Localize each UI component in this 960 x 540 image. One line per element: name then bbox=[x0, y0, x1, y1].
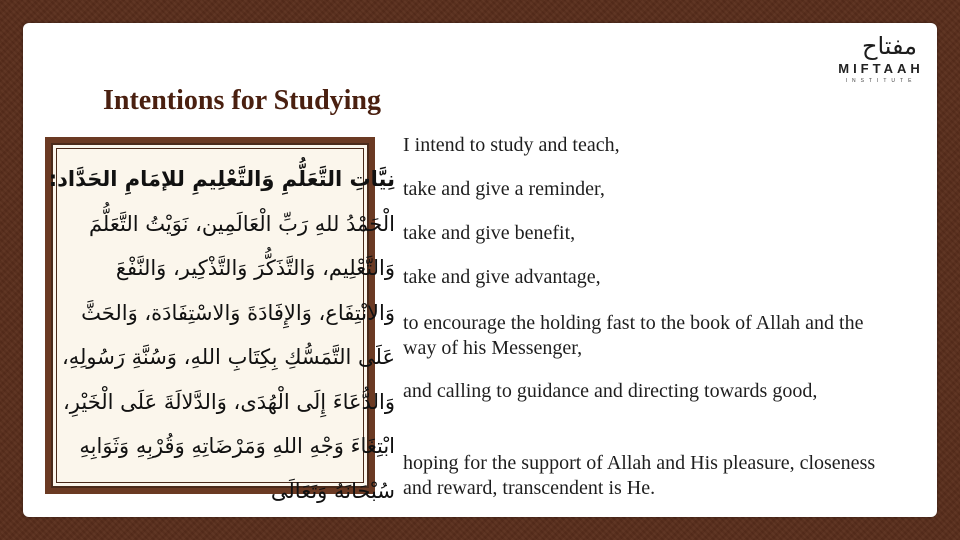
arabic-line: وَالانْتِفَاع، وَالإِفَادَةَ وَالاسْتِفَادَة، وَالحَثَّ bbox=[81, 300, 395, 325]
arabic-heading-line: نِيَّاتِ التَّعَلُّمِ وَالتَّعْلِيمِ للإمَامِ الحَدَّاد: bbox=[48, 167, 395, 191]
intention-item: take and give a reminder, bbox=[403, 178, 605, 200]
logo-wordmark: MIFTAAH bbox=[838, 61, 924, 76]
slide-title: Intentions for Studying bbox=[103, 85, 382, 116]
intention-item: take and give advantage, bbox=[403, 266, 601, 288]
intention-item: take and give benefit, bbox=[403, 222, 576, 244]
intention-item: and calling to guidance and directing towards good, bbox=[403, 380, 818, 402]
slide bbox=[23, 23, 937, 517]
arabic-line: وَالدُّعَاءَ إِلَى الْهُدَى، وَالدَّلالَةَ عَلَى الْخَيْرِ، bbox=[63, 389, 395, 414]
arabic-text-block bbox=[35, 157, 395, 513]
arabic-line: سُبْحَانَهُ وَتَعَالَى bbox=[270, 478, 395, 503]
intention-item: to encourage the holding fast to the book of Allah and the way of his Messenger, bbox=[403, 312, 864, 359]
logo-arabic-text: مفتاح bbox=[861, 32, 917, 60]
arabic-line: ابْتِغَاءَ وَجْهِ اللهِ وَمَرْضَاتِهِ وَقُرْبِهِ وَثَوَابِهِ bbox=[79, 434, 395, 458]
miftaah-logo bbox=[833, 28, 929, 84]
arabic-line: عَلَى التَّمَسُّكِ بِكِتَابِ اللهِ، وَسُنَّةِ رَسُولِهِ، bbox=[61, 345, 395, 369]
arabic-text-frame bbox=[48, 143, 395, 503]
intention-item: I intend to study and teach, bbox=[403, 134, 620, 156]
logo-subtitle: INSTITUTE bbox=[845, 78, 917, 84]
arabic-text-image bbox=[45, 137, 395, 503]
intention-item: hoping for the support of Allah and His pleasure, closeness and reward, transcendent is He. bbox=[403, 452, 876, 499]
arabic-line: وَالتَّعْلِيم، وَالتَّذَكُّرَ وَالتَّذْكِير، وَالنَّفْعَ bbox=[115, 256, 395, 280]
arabic-line: الْحَمْدُ للهِ رَبِّ الْعَالَمِين، نَوَيْتُ التَّعَلُّمَ bbox=[88, 211, 395, 236]
